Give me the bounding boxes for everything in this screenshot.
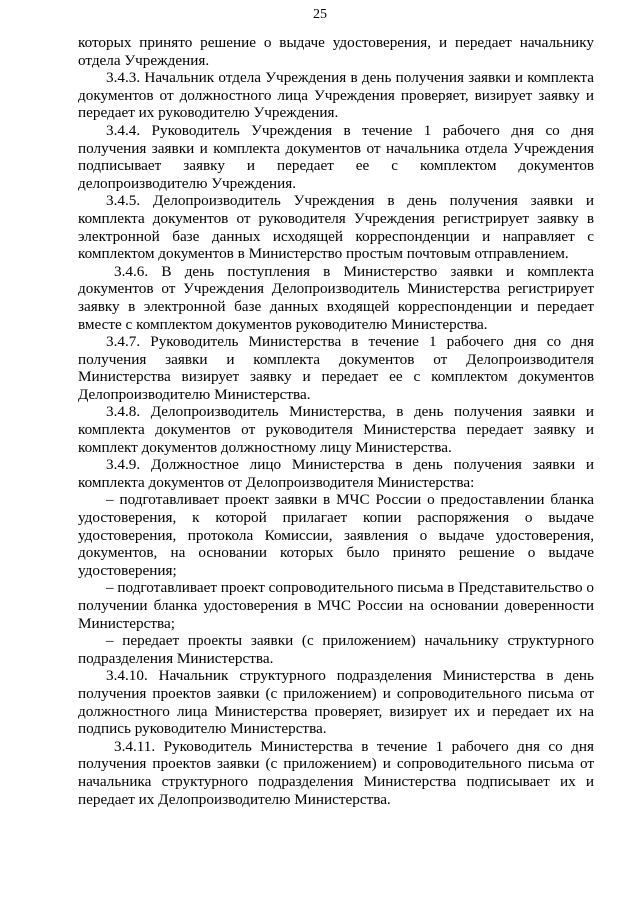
paragraph-3-4-6: 3.4.6. В день поступления в Министерство заявки и комплекта документов от Учреждения Делопроизводитель Министерства регистрирует заявку в электронной базе данных входящей корреспонденции и передает вместе с комплектом документов руководителю Министерства. bbox=[78, 262, 594, 333]
paragraph-3-4-9: 3.4.9. Должностное лицо Министерства в день получения заявки и комплекта документов от Делопроизводителя Министерства: bbox=[78, 456, 594, 491]
list-item-prepare-letter: – подготавливает проект сопроводительного письма в Представительство о получении бланка удостоверения в МЧС России на основании доверенности Министерства; bbox=[78, 579, 594, 632]
document-body bbox=[78, 34, 594, 808]
list-item-prepare-request: – подготавливает проект заявки в МЧС России о предоставлении бланка удостоверения, к которой прилагает копии распоряжения о выдаче удостоверения, протокола Комиссии, заявления о выдаче удостоверения, документов, на основании которых было принято решение о выдаче удостоверения; bbox=[78, 491, 594, 579]
paragraph-3-4-4: 3.4.4. Руководитель Учреждения в течение 1 рабочего дня со дня получения заявки и комплекта документов от начальника отдела Учреждения подписывает заявку и передает ее с комплектом документов делопроизводителю Учреждения. bbox=[78, 121, 594, 192]
paragraph-3-4-7: 3.4.7. Руководитель Министерства в течение 1 рабочего дня со дня получения заявки и комплекта документов от Делопроизводителя Министерства визирует заявку и передает ее с комплектом документов Делопроизводителю Министерства. bbox=[78, 333, 594, 403]
paragraph-3-4-3: 3.4.3. Начальник отдела Учреждения в день получения заявки и комплекта документов от должностного лица Учреждения проверяет, визирует заявку и передает их руководителю Учреждения. bbox=[78, 69, 594, 122]
page-number: 25 bbox=[313, 7, 327, 22]
paragraph-continuation: которых принято решение о выдаче удостоверения, и передает начальнику отдела Учреждения. bbox=[78, 34, 594, 69]
paragraph-3-4-11: 3.4.11. Руководитель Министерства в течение 1 рабочего дня со дня получения проектов заявки (с приложением) и сопроводительного письма от начальника структурного подразделения Министерства подписывает их и передает их Делопроизводителю Министерства. bbox=[78, 737, 594, 808]
list-item-pass-drafts: – передает проекты заявки (с приложением) начальнику структурного подразделения Министерства. bbox=[78, 632, 594, 667]
paragraph-3-4-10: 3.4.10. Начальник структурного подразделения Министерства в день получения проектов заявки (с приложением) и сопроводительного письма от должностного лица Министерства проверяет, визирует их и передает их на подпись руководителю Министерства. bbox=[78, 667, 594, 738]
paragraph-3-4-8: 3.4.8. Делопроизводитель Министерства, в день получения заявки и комплекта документов от руководителя Министерства передает заявку и комплект документов должностному лицу Министерства. bbox=[78, 403, 594, 456]
paragraph-3-4-5: 3.4.5. Делопроизводитель Учреждения в день получения заявки и комплекта документов от руководителя Учреждения регистрирует заявку в электронной базе данных исходящей корреспонденции и направляет с комплектом документов в Министерство простым почтовым отправлением. bbox=[78, 192, 594, 263]
